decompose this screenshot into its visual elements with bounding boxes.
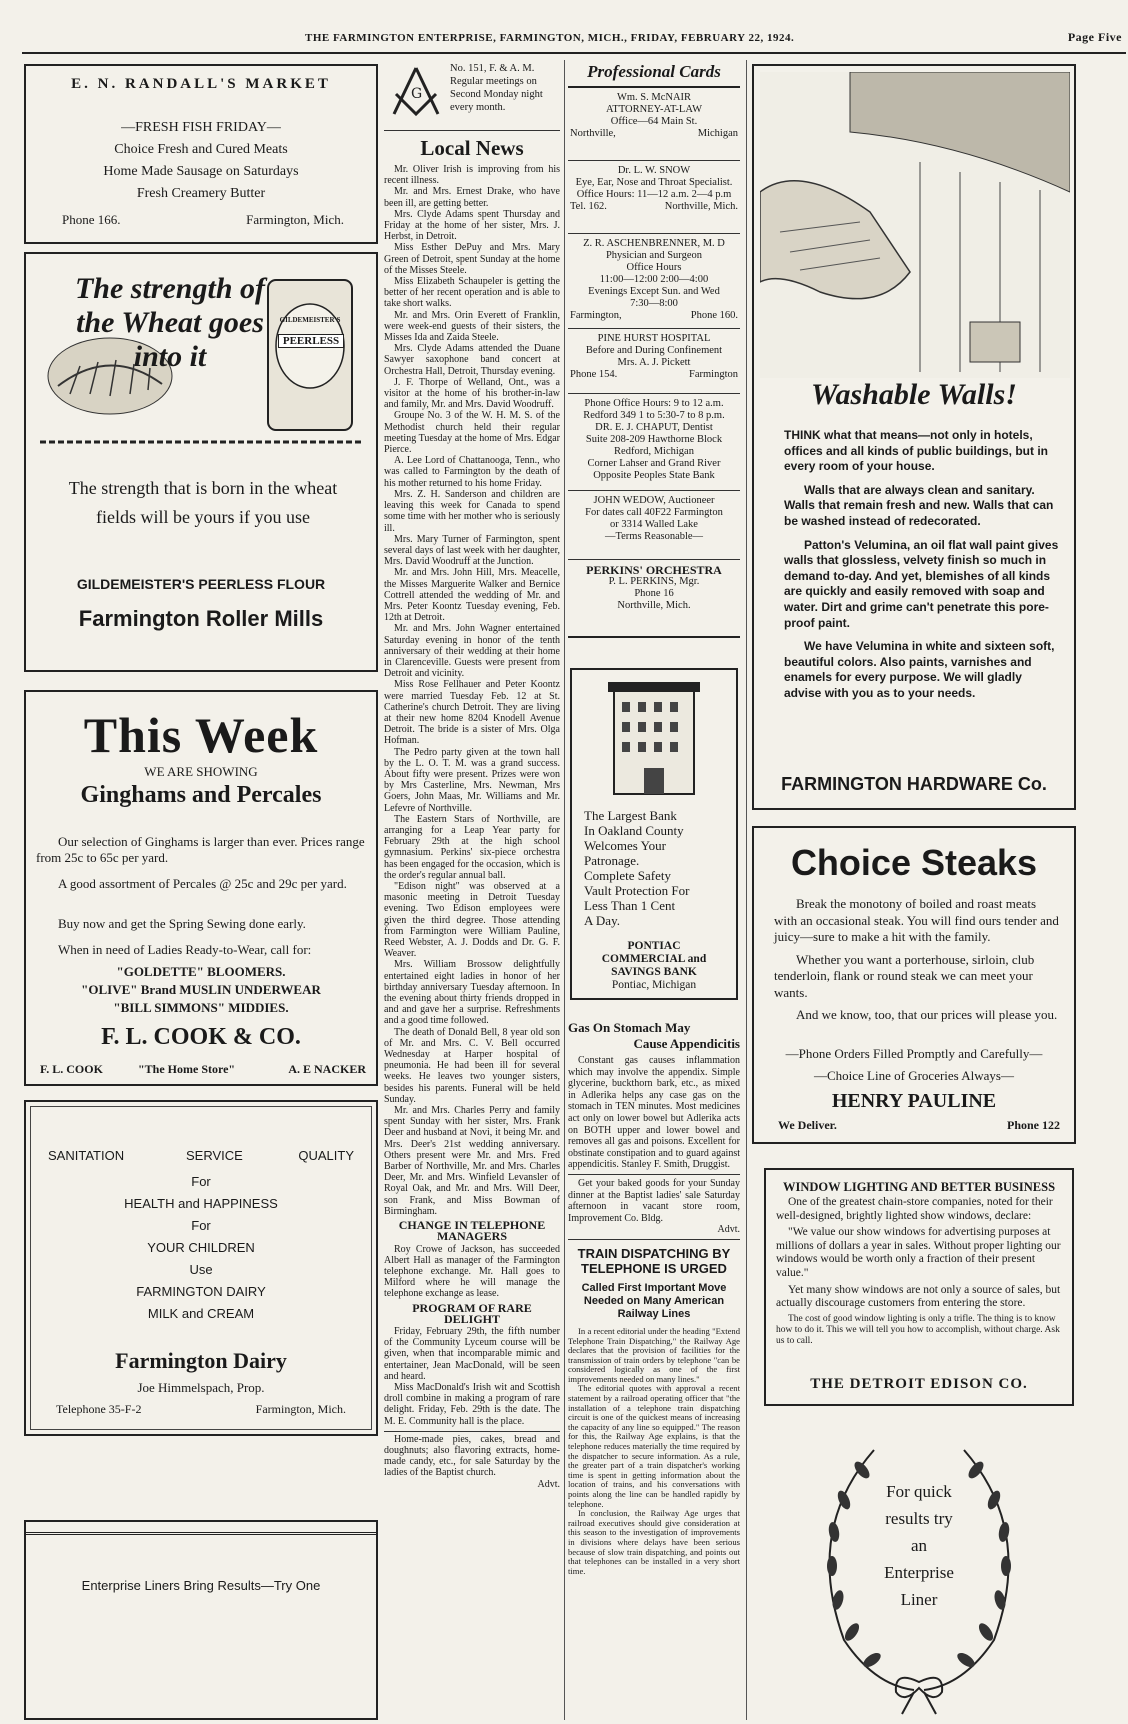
dairy-top-1: SANITATION (48, 1148, 125, 1163)
card-pine-hurst-phone: Phone 154. (570, 369, 618, 380)
dairy-prop: Joe Himmelspach, Prop. (137, 1380, 265, 1395)
gas-text: Constant gas causes inflammation which may involve the appendix. Simple glycerine, buckthorn bark, etc., as mixed in Adlerika helps any case gas on the stomach in TEN minutes. Most medicines act only on lower bowel but Adlerika acts on BOTH upper and lower bowel and removes all gas and poisons. Excellent for obstinate constipation and to guard against appendicitis. Stanley F. Smith, Druggist. (568, 1055, 740, 1171)
flour-mill: Farmington Roller Mills (78, 606, 324, 631)
edison-para-2: "We value our show windows for advertising purposes at millions of dollars a year in sales. Without proper lighting our windows would be worth only a fraction of their present value." (776, 1226, 1061, 1279)
column-rule (746, 60, 747, 1720)
card-aschenbrenner-phone: Phone 160. (690, 310, 738, 321)
dairy-name: Farmington Dairy (115, 1348, 287, 1373)
bank-line-2: In Oakland County (584, 823, 684, 838)
bank-name-3: SAVINGS BANK (611, 966, 697, 978)
train-subhead-3: Railway Lines (617, 1307, 691, 1320)
news-item: A. Lee Lord of Chattanooga, Tenn., who was called to Farmington by the death of his mother returned to his home Friday. (384, 455, 560, 489)
bank-line-1: The Largest Bank (584, 808, 677, 823)
card-perkins-city: Northville, Mich. (617, 600, 691, 611)
card-wedow-name: JOHN WEDOW, Auctioneer (593, 495, 715, 506)
liner-line-4: Enterprise (884, 1563, 954, 1582)
flour-bag-label: PEERLESS (278, 334, 344, 348)
news-item: Mr. and Mrs. Orin Everett of Franklin, were week-end guests of their sisters, the Misses Ida and Zaida Steele. (384, 309, 560, 344)
news-item: Mrs. William Brossow delightfully entertained eight ladies in honor of her birthday anniversary Tuesday afternoon. In the evening about thirty friends dropped in and and gave her a surprise. Refreshments and a good time followed. (384, 959, 560, 1027)
steaks-para-3: And we know, too, that our prices will please you. (796, 1007, 1058, 1022)
dairy-line-6: FARMINGTON DAIRY (136, 1284, 266, 1299)
steaks-para-2: Whether you want a porterhouse, sirloin, club tenderloin, flank or round steak we can meet your wants. (774, 951, 1035, 1000)
news-item: Mr. and Mrs. Ernest Drake, who have been ill, are getting better. (384, 186, 560, 209)
edison-copy (776, 1196, 1066, 1347)
cook-para-3: Buy now and get the Spring Sewing done early. (58, 916, 306, 931)
bake-sale-text: Home-made pies, cakes, bread and doughnuts; also flavoring extracts, home-made candy, etc., for sale Saturday by the ladies of the Baptist church. (384, 1433, 560, 1479)
card-snow-city: Northville, Mich. (664, 201, 738, 212)
news-item: Mrs. Z. H. Sanderson and children are leaving this week for Canada to spend some time with her mother who is seriously ill. (384, 488, 560, 534)
cook-footer-2: "The Home Store" (138, 1062, 236, 1076)
bank-ad (570, 668, 738, 1000)
gas-heading-2: Cause Appendicitis (633, 1036, 740, 1051)
card-aschenbrenner-name: Z. R. ASCHENBRENNER, M. D (583, 238, 725, 249)
telephone-managers-text: Roy Crowe of Jackson, has succeeded Albert Hall as manager of the Farmington telephone exchange. Mr. Hall goes to Milford where he will manage the telephone exchange as lease. (384, 1243, 560, 1300)
train-heading-2: TELEPHONE IS URGED (581, 1260, 727, 1276)
bank-line-3: Welcomes Your (584, 838, 667, 853)
professional-cards-heading: Professional Cards (568, 60, 740, 88)
card-snow (568, 161, 740, 234)
cook-item-3: "BILL SIMMONS" MIDDIES. (113, 1000, 289, 1015)
card-mcnair-city: Northville, (570, 128, 616, 139)
cook-item-2: "OLIVE" Brand MUSLIN UNDERWEAR (81, 982, 321, 997)
card-mcnair-office: Office—64 Main St. (610, 116, 698, 127)
dairy-ad (24, 1100, 378, 1436)
train-text-2: The editorial quotes with approval a recent statement by a railroad operating officer that "the installation of a telephone train dispatching circuit is one of the quickest means of increasing the capacity of any line so equipped." The reason for this, the Railway Age explains, is that the telephone reduces materially the time required by the dispatcher to secure information. As a rule, the greater part of a train dispatcher's working time is spent in getting information about the location of trains, and his conversations with points along the line can be handled rapidly by telephone. (568, 1383, 740, 1509)
bank-building-icon (604, 678, 704, 796)
steaks-name: HENRY PAULINE (831, 1090, 997, 1112)
dairy-phone: Telephone 35-F-2 (56, 1402, 142, 1416)
bank-copy (584, 808, 734, 928)
news-item: The Pedro party given at the town hall by the L. O. T. M. was a grand success. About fifty were present. Prizes were won by Mrs Casterline, Mrs. Newman, Mrs Goers, John Maas, Mr. Williams and Mr. Lefevre of Northville. (384, 746, 560, 814)
news-item: Miss Elizabeth Schaupeler is getting the better of her recent operation and is able to take short walks. (384, 276, 560, 310)
bank-name (572, 940, 736, 992)
liner-line-1: For quick (886, 1482, 952, 1501)
flour-illustration (40, 266, 364, 446)
bank-line-8: A Day. (584, 913, 620, 928)
card-aschenbrenner-hours: 11:00—12:00 2:00—4:00 (599, 274, 709, 285)
bank-line-7: Less Than 1 Cent (584, 898, 676, 913)
dairy-city: Farmington, Mich. (255, 1402, 346, 1416)
randall-market-ad (24, 64, 378, 244)
steaks-deliver: We Deliver. (778, 1118, 837, 1132)
masthead-rule (22, 52, 1126, 54)
liner-text (869, 1478, 969, 1613)
program-text-1: Friday, February 29th, the fifth number of the Community Lyceum course will be given, when that incomparable mimic and entertainer, Jean MacDonald, will be seen and heard. (384, 1325, 560, 1382)
card-chaput-city: Redford, Michigan (614, 446, 694, 457)
card-wedow-dates: For dates call 40F22 Farmington (585, 507, 723, 518)
news-item: The death of Donald Bell, 8 year old son of Mr. and Mrs. C. V. Bell occurred Wednesday at Harper hospital of pneumonia. He had been ill for several weeks. He leaves two younger sisters, besides his parents. Funeral will be held Sunday. (384, 1026, 560, 1105)
bank-line-5: Complete Safety (584, 868, 672, 883)
news-item: Mr. and Mrs. John Wagner entertained Saturday evening in honor of the tenth anniversary of their wedding at their home in Clarenceville. Guests were present from Detroit and vicinity. (384, 623, 560, 680)
train-heading-1: TRAIN DISPATCHING BY (577, 1245, 731, 1261)
dairy-line-5: Use (189, 1262, 213, 1277)
dairy-line-3: For (191, 1218, 211, 1233)
dairy-line-1: For (191, 1174, 211, 1189)
cook-store: F. L. COOK & CO. (101, 1024, 301, 1050)
cook-ad (24, 690, 378, 1086)
walls-store: FARMINGTON HARDWARE Co. (781, 774, 1047, 794)
edison-para-3: Yet many show windows are not only a source of sales, but actually discourage customers from entering the store. (776, 1283, 1061, 1310)
randall-line-4: Fresh Creamery Butter (136, 186, 266, 201)
walls-para-1: THINK what that means—not only in hotels, offices and all kinds of public buildings, but in every room of your house. (784, 428, 1049, 474)
steaks-ad (752, 826, 1076, 1144)
program-heading: PROGRAM OF RARE DELIGHT (412, 1300, 532, 1326)
dairy-top-3: QUALITY (298, 1148, 354, 1163)
liner-line-5: Liner (900, 1590, 938, 1609)
news-item: The Eastern Stars of Northville, are arranging for a Leap Year party for February 29th at the high school gymnasium. Perkins' six-piece orchestra has been engaged for the occasion, which is the order's regular annual ball. (384, 813, 560, 881)
train-text-1: In a recent editorial under the heading "Extend Telephone Train Dispatching," the Railway Age declares that the provision of facilities for the transmission of train orders by telephone "can be considered logically as one of the first improvements needed on many lines." (568, 1325, 740, 1384)
bank-name-4: Pontiac, Michigan (611, 979, 697, 991)
randall-name: E. N. RANDALL'S MARKET (71, 76, 331, 92)
news-item: Miss Esther DePuy and Mrs. Mary Green of Detroit, spent Sunday at the home of the Misses Steele. (384, 242, 560, 276)
card-perkins (568, 560, 740, 638)
steaks-phone: Phone 122 (1006, 1118, 1060, 1132)
masthead (0, 28, 1128, 48)
bank-name-2: COMMERCIAL and (601, 953, 707, 965)
column-rule (564, 60, 565, 1720)
card-pine-hurst-desc: Before and During Confinement (585, 345, 723, 356)
dairy-line-4: YOUR CHILDREN (147, 1240, 255, 1255)
card-snow-specialty: Eye, Ear, Nose and Throat Specialist. (575, 177, 733, 188)
gas-advt: Advt. (717, 1224, 740, 1236)
liners-text: Enterprise Liners Bring Results—Try One (81, 1578, 321, 1593)
card-mcnair-title: ATTORNEY-AT-LAW (606, 104, 702, 115)
card-aschenbrenner (568, 234, 740, 329)
hardware-ad (752, 64, 1076, 810)
flour-brand: GILDEMEISTER'S PEERLESS FLOUR (76, 576, 326, 592)
news-item: Mr. and Mrs. John Hill, Mrs. Meacelle, the Misses Marguerite Walker and Bernice Cottrell attended the wedding of Mr. and Mrs. Peter Koontz Tuesday evening, Feb. 12th at Detroit. (384, 567, 560, 624)
steaks-headline: Choice Steaks (790, 842, 1038, 883)
card-wedow-terms: —Terms Reasonable— (604, 531, 704, 542)
masthead-title: THE FARMINGTON ENTERPRISE, FARMINGTON, MICH., FRIDAY, FEBRUARY 22, 1924. (305, 32, 795, 44)
card-pine-hurst-name: PINE HURST HOSPITAL (597, 333, 711, 344)
cook-footer-1: F. L. COOK (40, 1062, 103, 1076)
local-news-body (384, 164, 560, 1490)
card-pine-hurst (568, 329, 740, 394)
flour-bag-brand: GILDEMEISTER'S (279, 316, 341, 324)
steaks-copy (774, 896, 1062, 1030)
cook-title: This Week (83, 707, 319, 763)
news-item: Mr. and Mrs. Charles Perry and family spent Sunday with her sister, Mrs. Frank Deer and husband at Novi, it being Mr. and Mrs. Deer's 21st wedding anniversary. Others present were Mr. and Mrs. Fred Barber of Northville, Mr. and Mrs. Charles Deer, Mr. and Mrs. Winfield Levansler of Royal Oak, and Mr. and Mrs. Will Deer, son Frank, and Miss Bowman of Birmingham. (384, 1105, 560, 1217)
news-item: Groupe No. 3 of the W. H. M. S. of the Methodist church held their regular meeting Tuesday at the home of Mrs. Edgar Pierce. (384, 410, 560, 456)
card-snow-hours: Office Hours: 11—12 a.m. 2—4 p.m (576, 189, 732, 200)
card-perkins-mgr: P. L. PERKINS, Mgr. (608, 576, 700, 587)
train-subhead-2: Needed on Many American (583, 1294, 725, 1307)
square-and-compass-icon (386, 64, 446, 122)
steaks-line-2: —Choice Line of Groceries Always— (813, 1068, 1014, 1083)
card-perkins-phone: Phone 16 (634, 588, 674, 599)
card-aschenbrenner-evenings: Evenings Except Sun. and Wed (588, 286, 720, 297)
card-chaput-corner: Corner Lahser and Grand River (587, 458, 721, 469)
lodge-notice (384, 60, 560, 131)
card-chaput (568, 394, 740, 491)
card-chaput-hours-2: Redford 349 1 to 5:30-7 to 8 p.m. (583, 410, 725, 421)
local-advt: Advt. (537, 1478, 560, 1490)
walls-headline: Washable Walls! (811, 378, 1017, 411)
liners-rule (26, 1522, 376, 1535)
program-text-2: Miss MacDonald's Irish wit and Scottish droll combine in making a program of rare delight. Friday, Feb. 29th is the date. The M. E. Community hall is the place. (384, 1381, 560, 1427)
cook-line-2: Ginghams and Percales (80, 782, 322, 808)
edison-ad (764, 1168, 1074, 1406)
news-item: Mrs. Mary Turner of Farmington, spent several days of last week with her daughter, Mrs. David Woodruff at the Junction. (384, 533, 560, 568)
cook-para-1: Our selection of Ginghams is larger than ever. Prices range from 25c to 65c per yard. (36, 834, 365, 865)
liner-line-2: results try (885, 1509, 953, 1528)
local-news-heading: Local News (420, 136, 524, 160)
cook-footer-3: A. E NACKER (288, 1062, 366, 1076)
card-snow-name: Dr. L. W. SNOW (617, 165, 691, 176)
gas-heading-1: Gas On Stomach May (568, 1020, 691, 1035)
train-text-3: In conclusion, the Railway Age urges that railroad executives should give consideration at this season to the investigation of improvements in divisions where delays have been serious because of slow train dispatching, and points out that telephones can be installed in a very short time. (568, 1508, 740, 1576)
card-pine-hurst-city: Farmington (689, 369, 738, 380)
dairy-top-2: SERVICE (186, 1148, 243, 1163)
dairy-line-2: HEALTH and HAPPINESS (124, 1196, 278, 1211)
card-chaput-name: DR. E. J. CHAPUT, Dentist (595, 422, 713, 433)
telephone-managers-heading: CHANGE IN TELEPHONE MANAGERS (398, 1218, 546, 1244)
news-item: "Edison night" was observed at a masonic meeting in Detroit Tuesday evening. Two Edison employees were given the third degree. Those attending from Farmington were William Pauline, Reed Webster, A. J. Dodds and Dr. G. F. Weaver. (384, 881, 560, 960)
randall-city: Farmington, Mich. (246, 212, 344, 227)
card-chaput-opposite: Opposite Peoples State Bank (593, 470, 715, 481)
card-aschenbrenner-evening-hours: 7:30—8:00 (630, 298, 678, 309)
news-item: J. F. Thorpe of Welland, Ont., was a visitor at the home of his brother-in-law and family, Mr. and Mrs. David Woodruff. (384, 376, 560, 411)
bank-line-6: Vault Protection For (584, 883, 690, 898)
randall-phone: Phone 166. (62, 212, 121, 227)
card-wedow (568, 491, 740, 560)
edison-para-1: One of the greatest chain-store companies, noted for their well-designed, brightly lighted show windows, declare: (776, 1196, 1053, 1222)
card-chaput-suite: Suite 208-209 Hawthorne Block (585, 434, 723, 445)
card-mcnair-name: Wm. S. McNAIR (616, 92, 692, 103)
walls-para-2: Walls that are always clean and sanitary. Walls that remain fresh and new. Walls that can be washed instead of redecorated. (784, 482, 1054, 528)
card-pine-hurst-contact: Mrs. A. J. Pickett (617, 357, 691, 368)
card-aschenbrenner-hours-label: Office Hours (626, 262, 682, 273)
edison-para-4: The cost of good window lighting is only a trifle. The thing is to know how to do it. This we will tell you how to accomplish, without charge. Ask us to call. (776, 1313, 1060, 1346)
card-perkins-name: PERKINS' ORCHESTRA (586, 563, 722, 577)
interior-illustration-icon (760, 72, 1070, 378)
news-item: Mrs. Clyde Adams spent Thursday and Friday at the home of her sister, Mrs. J. Herbst, in Detroit. (384, 208, 560, 243)
liner-ad (764, 1420, 1074, 1716)
walls-para-3: Patton's Velumina, an oil flat wall paint gives walls that glossless, velvety finish so much in demand to-day. And yet, blemishes of all kinds are quickly and easily removed with soap and water. Dirt and grime can't penetrate this pore-proof paint. (784, 537, 1059, 630)
randall-line-2: Choice Fresh and Cured Meats (114, 142, 288, 157)
steaks-para-1: Break the monotony of boiled and roast meats with an occasional steak. You will find ours tender and juicy—sure to make a hit with the family. (774, 896, 1059, 944)
card-chaput-hours: Phone Office Hours: 9 to 12 a.m. (584, 398, 724, 409)
liners-ad (24, 1520, 378, 1720)
flour-headline: The strength of the Wheat goes into it (74, 272, 266, 373)
card-aschenbrenner-title: Physician and Surgeon (605, 250, 703, 261)
bank-line-4: Patronage. (584, 853, 640, 868)
svg-text:G: G (411, 86, 423, 102)
edison-heading: WINDOW LIGHTING AND BETTER BUSINESS (782, 1180, 1056, 1194)
edison-name: THE DETROIT EDISON CO. (810, 1376, 1028, 1392)
card-aschenbrenner-city: Farmington, (570, 310, 622, 321)
flour-body: The strength that is born in the wheat fields will be yours if you use (68, 478, 338, 527)
walls-copy (784, 428, 1060, 702)
news-item: Miss Rose Fellhauer and Peter Koontz were married Tuesday Feb. 12 at St. Catherine's church Detroit. They are living at their new home 8204 Knodell Avenue Detroit. The bride is a sister of Mrs. Olga Hofman. (384, 679, 560, 747)
walls-para-4: We have Velumina in white and sixteen soft, beautiful colors. Also paints, varnishes and enamels for every purpose. We will gladly advise with you as to your needs. (784, 639, 1055, 700)
column-3-news (568, 1020, 740, 1720)
cook-para-2: A good assortment of Percales @ 25c and 29c per yard. (58, 876, 347, 891)
train-subhead-1: Called First Important Move (581, 1281, 727, 1294)
liner-line-3: an (910, 1536, 928, 1555)
card-mcnair (568, 88, 740, 161)
card-wedow-alt: or 3314 Walled Lake (610, 519, 698, 530)
flour-ad (24, 252, 378, 672)
lodge-text: No. 151, F. & A. M. Regular meetings on Second Monday night every month. (450, 63, 543, 113)
randall-line-1: —FRESH FISH FRIDAY— (121, 120, 281, 135)
cook-para-4: When in need of Ladies Ready-to-Wear, call for: (58, 942, 312, 957)
card-snow-tel: Tel. 162. (570, 201, 607, 212)
bank-name-1: PONTIAC (627, 940, 681, 952)
baked-goods-text: Get your baked goods for your Sunday dinner at the Baptist ladies' sale Saturday afternoon in vacant store room, Improvement Co. Bldg. (568, 1177, 740, 1224)
news-item: Mr. Oliver Irish is improving from his recent illness. (384, 164, 560, 187)
steaks-line-1: —Phone Orders Filled Promptly and Carefully— (785, 1046, 1043, 1061)
cook-line-1: WE ARE SHOWING (144, 764, 258, 779)
randall-line-3: Home Made Sausage on Saturdays (103, 164, 299, 179)
news-item: Mrs. Clyde Adams attended the Duane Sawyer saxophone band concert at Orchestra Hall, Detroit, Thursday evening. (384, 343, 560, 377)
cook-item-1: "GOLDETTE" BLOOMERS. (116, 964, 286, 979)
local-news-column (384, 60, 560, 1720)
card-mcnair-state: Michigan (697, 128, 738, 139)
dairy-line-7: MILK and CREAM (147, 1306, 255, 1321)
page-number: Page Five (1067, 30, 1122, 44)
